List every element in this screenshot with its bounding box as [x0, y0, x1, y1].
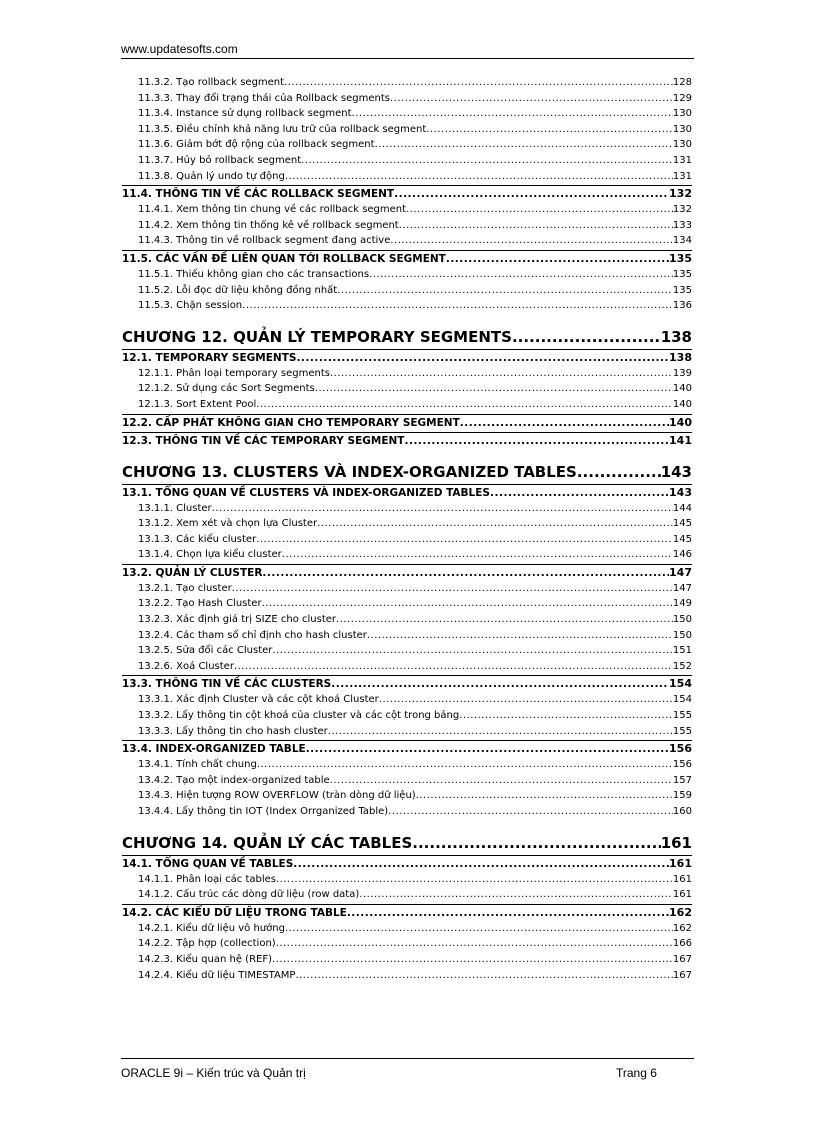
toc-entry-page: 161 — [669, 856, 692, 870]
toc-subsection-row[interactable] — [122, 692, 692, 708]
toc-entry-title: 12.1.1. Phân loại temporary segments — [138, 367, 330, 379]
toc-subsection-row[interactable] — [122, 75, 692, 91]
toc-entry-page: 156 — [672, 759, 692, 771]
footer-divider — [121, 1058, 694, 1059]
toc-entry-title: 14.2. CÁC KIỂU DỮ LIỆU TRONG TABLE — [122, 906, 347, 919]
toc-subsection-row[interactable] — [122, 381, 692, 397]
toc-entry-title: 13.2.6. Xoá Cluster — [138, 660, 234, 672]
footer-page-number: Trang 6 — [616, 1066, 657, 1080]
toc-entry-page: 131 — [672, 154, 692, 166]
dot-leader — [262, 596, 673, 612]
dot-leader — [232, 581, 673, 597]
toc-entry-title: 13.1.2. Xem xét và chọn lựa Cluster — [138, 518, 318, 530]
toc-subsection-row[interactable] — [122, 397, 692, 413]
toc-entry-title: 11.3.3. Thay đổi trạng thái của Rollback segments — [138, 92, 390, 104]
toc-subsection-row[interactable] — [122, 968, 692, 984]
toc-entry-title: 12.1.3. Sort Extent Pool — [138, 398, 257, 410]
toc-entry-title: 13.2. QUẢN LÝ CLUSTER — [122, 566, 263, 579]
dot-leader — [234, 659, 673, 675]
toc-entry-page: 140 — [672, 383, 692, 395]
toc-entry-title: 13.2.2. Tạo Hash Cluster — [138, 598, 262, 610]
dot-leader — [256, 532, 673, 548]
dot-leader — [284, 75, 673, 91]
toc-subsection-row[interactable] — [122, 952, 692, 968]
toc-entry-page: 144 — [672, 502, 692, 514]
toc-subsection-row[interactable] — [122, 612, 692, 628]
toc-entry-page: 150 — [672, 614, 692, 626]
toc-subsection-row[interactable] — [122, 804, 692, 820]
toc-entry-page: 135 — [672, 268, 692, 280]
toc-entry-page: 130 — [672, 123, 692, 135]
toc-entry-title: 14.1.1. Phân loại các tables — [138, 873, 276, 885]
toc-section-row[interactable] — [122, 185, 692, 202]
toc-subsection-row[interactable] — [122, 936, 692, 952]
dot-leader — [416, 788, 673, 804]
toc-subsection-row[interactable] — [122, 887, 692, 903]
toc-entry-page: 130 — [672, 139, 692, 151]
dot-leader — [295, 968, 672, 984]
dot-leader — [272, 952, 673, 968]
dot-leader — [367, 628, 673, 644]
dot-leader — [330, 773, 673, 789]
toc-subsection-row[interactable] — [122, 202, 692, 218]
toc-section-row[interactable] — [122, 675, 692, 692]
toc-section-row[interactable] — [122, 414, 692, 431]
toc-subsection-row[interactable] — [122, 581, 692, 597]
dot-leader — [337, 283, 673, 299]
toc-subsection-row[interactable] — [122, 532, 692, 548]
toc-chapter-row[interactable] — [122, 832, 692, 854]
toc-entry-title: CHƯƠNG 14. QUẢN LÝ CÁC TABLES — [122, 833, 413, 852]
toc-entry-page: 145 — [672, 533, 692, 545]
toc-entry-title: 11.4.1. Xem thông tin chung về các rollback segment — [138, 204, 407, 216]
toc-entry-title: 13.1.3. Các kiểu cluster — [138, 533, 257, 545]
toc-entry-page: 161 — [660, 833, 692, 852]
dot-leader — [347, 905, 669, 921]
toc-entry-title: 11.5. CÁC VẤN ĐỀ LIÊN QUAN TỚI ROLLBACK SEGMENT — [122, 252, 446, 265]
toc-entry-page: 161 — [672, 889, 692, 901]
dot-leader — [262, 565, 669, 581]
dot-leader — [369, 267, 673, 283]
toc-entry-title: 11.3.8. Quản lý undo tự động — [138, 170, 285, 182]
dot-leader — [242, 298, 673, 314]
toc-entry-page: 162 — [669, 905, 692, 919]
toc-subsection-row[interactable] — [122, 547, 692, 563]
dot-leader — [375, 137, 673, 153]
dot-leader — [257, 757, 673, 773]
toc-entry-page: 150 — [672, 629, 692, 641]
toc-subsection-row[interactable] — [122, 724, 692, 740]
toc-section-row[interactable] — [122, 349, 692, 366]
toc-entry-page: 161 — [672, 873, 692, 885]
toc-subsection-row[interactable] — [122, 659, 692, 675]
toc-entry-title: 13.2.4. Các tham số chỉ định cho hash cluster — [138, 629, 367, 641]
dot-leader — [352, 106, 673, 122]
toc-entry-page: 149 — [672, 598, 692, 610]
toc-entry-page: 135 — [672, 284, 692, 296]
toc-entry-page: 133 — [672, 219, 692, 231]
toc-section-row[interactable] — [122, 484, 692, 501]
toc-entry-title: 11.4.3. Thông tin về rollback segment đang active — [138, 235, 391, 247]
toc-section-row[interactable] — [122, 564, 692, 581]
header-url: www.updatesofts.com — [121, 42, 238, 56]
toc-subsection-row[interactable] — [122, 169, 692, 185]
toc-subsection-row[interactable] — [122, 122, 692, 138]
dot-leader — [426, 122, 673, 138]
toc-subsection-row[interactable] — [122, 643, 692, 659]
toc-subsection-row[interactable] — [122, 872, 692, 888]
toc-entry-page: 143 — [669, 485, 692, 499]
toc-section-row[interactable] — [122, 740, 692, 757]
toc-entry-title: 12.1. TEMPORARY SEGMENTS — [122, 351, 297, 364]
toc-entry-page: 146 — [672, 549, 692, 561]
toc-entry-page: 135 — [669, 251, 692, 265]
toc-entry-title: 14.2.3. Kiểu quan hệ (REF) — [138, 953, 272, 965]
dot-leader — [331, 676, 669, 692]
toc-entry-title: 14.1.2. Cấu trúc các dòng dữ liệu (row data) — [138, 889, 360, 901]
toc-entry-title: 14.2.2. Tập hợp (collection) — [138, 938, 276, 950]
dot-leader — [460, 415, 669, 431]
dot-leader — [315, 381, 673, 397]
toc-entry-page: 141 — [669, 433, 692, 447]
dot-leader — [406, 202, 673, 218]
toc-entry-title: 11.3.4. Instance sử dụng rollback segment — [138, 108, 352, 120]
toc-chapter-row[interactable] — [122, 461, 692, 483]
toc-entry-title: 14.2.4. Kiểu dữ liệu TIMESTAMP — [138, 969, 296, 981]
toc-subsection-row[interactable] — [122, 91, 692, 107]
toc-entry-page: 130 — [672, 108, 692, 120]
toc-subsection-row[interactable] — [122, 298, 692, 314]
dot-leader — [336, 612, 673, 628]
toc-entry-title: 11.3.5. Điều chỉnh khả năng lưu trữ của rollback segment — [138, 123, 427, 135]
dot-leader — [276, 936, 673, 952]
toc-subsection-row[interactable] — [122, 628, 692, 644]
toc-entry-title: 14.2.1. Kiểu dữ liệu vô hướng — [138, 922, 285, 934]
toc-entry-title: 13.1.4. Chọn lựa kiểu cluster — [138, 549, 282, 561]
toc-entry-page: 129 — [672, 92, 692, 104]
toc-entry-page: 152 — [672, 660, 692, 672]
dot-leader — [390, 233, 673, 249]
dot-leader — [306, 741, 669, 757]
dot-leader — [212, 501, 673, 517]
dot-leader — [301, 153, 673, 169]
toc-entry-page: 147 — [669, 565, 692, 579]
dot-leader — [399, 218, 673, 234]
toc-entry-title: CHƯƠNG 12. QUẢN LÝ TEMPORARY SEGMENTS — [122, 327, 512, 346]
toc-entry-title: 13.3.1. Xác định Cluster và các cột khoá Cluster — [138, 694, 379, 706]
toc-entry-title: 13.4. INDEX-ORGANIZED TABLE — [122, 743, 306, 756]
toc-entry-page: 155 — [672, 710, 692, 722]
toc-entry-title: 13.1.1. Cluster — [138, 502, 212, 514]
dot-leader — [394, 186, 669, 202]
dot-leader — [404, 433, 669, 449]
dot-leader — [388, 804, 673, 820]
dot-leader — [459, 708, 673, 724]
toc-entry-title: 13.2.3. Xác định giá trị SIZE cho cluster — [138, 614, 337, 626]
dot-leader — [293, 856, 669, 872]
toc-entry-title: 11.3.2. Tạo rollback segment — [138, 77, 285, 88]
toc-entry-page: 143 — [660, 462, 692, 481]
toc-entry-title: 11.5.3. Chặn session — [138, 300, 243, 312]
toc-entry-page: 154 — [672, 694, 692, 706]
toc-subsection-row[interactable] — [122, 788, 692, 804]
toc-section-row[interactable] — [122, 855, 692, 872]
dot-leader — [446, 251, 669, 267]
toc-entry-page: 140 — [672, 398, 692, 410]
toc-entry-page: 134 — [672, 235, 692, 247]
toc-entry-title: 11.4. THÔNG TIN VỀ CÁC ROLLBACK SEGMENT — [122, 188, 395, 201]
toc-entry-page: 154 — [669, 677, 692, 691]
toc-subsection-row[interactable] — [122, 233, 692, 249]
toc-entry-page: 167 — [672, 969, 692, 981]
toc-subsection-row[interactable] — [122, 106, 692, 122]
toc-subsection-row[interactable] — [122, 773, 692, 789]
dot-leader — [282, 547, 673, 563]
toc-section-row[interactable] — [122, 250, 692, 267]
toc-entry-title: 13.1. TỔNG QUAN VỀ CLUSTERS VÀ INDEX-ORGANIZED TABLES — [122, 486, 490, 499]
toc-subsection-row[interactable] — [122, 921, 692, 937]
toc-entry-title: 13.3. THÔNG TIN VỀ CÁC CLUSTERS — [122, 678, 332, 691]
toc-subsection-row[interactable] — [122, 757, 692, 773]
toc-entry-page: 139 — [672, 367, 692, 379]
footer-book-title: ORACLE 9i – Kiến trúc và Quản trị — [121, 1066, 306, 1080]
dot-leader — [285, 169, 673, 185]
dot-leader — [359, 887, 673, 903]
toc-entry-page: 167 — [672, 953, 692, 965]
toc-subsection-row[interactable] — [122, 218, 692, 234]
toc-entry-page: 156 — [669, 742, 692, 756]
toc-entry-page: 162 — [672, 922, 692, 934]
dot-leader — [317, 516, 673, 532]
toc-entry-page: 151 — [672, 645, 692, 657]
toc-entry-page: 140 — [669, 415, 692, 429]
dot-leader — [256, 397, 673, 413]
toc-entry-page: 138 — [660, 327, 692, 346]
toc-entry-page: 160 — [672, 806, 692, 817]
toc-subsection-row[interactable] — [122, 516, 692, 532]
dot-leader — [379, 692, 673, 708]
dot-leader — [272, 643, 673, 659]
toc-entry-page: 159 — [672, 790, 692, 802]
toc-entry-page: 132 — [669, 187, 692, 201]
toc-entry-title: 12.1.2. Sử dụng các Sort Segments — [138, 383, 315, 395]
toc-subsection-row[interactable] — [122, 137, 692, 153]
dot-leader — [330, 366, 673, 382]
toc-entry-title: 11.4.2. Xem thông tin thống kê về rollback segment — [138, 219, 399, 231]
toc-subsection-row[interactable] — [122, 596, 692, 612]
toc-entry-page: 131 — [672, 170, 692, 182]
toc-entry-title: 11.5.1. Thiếu không gian cho các transactions — [138, 268, 370, 280]
toc-subsection-row[interactable] — [122, 267, 692, 283]
dot-leader — [412, 832, 660, 854]
toc-subsection-row[interactable] — [122, 153, 692, 169]
dot-leader — [276, 872, 673, 888]
toc-entry-page: 157 — [672, 774, 692, 786]
header-divider — [121, 58, 694, 59]
dot-leader — [577, 461, 661, 483]
toc-entry-title: 13.3.2. Lấy thông tin cột khoá của cluster và các cột trong bảng — [138, 710, 460, 722]
toc-entry-title: 13.4.3. Hiện tượng ROW OVERFLOW (tràn dòng dữ liệu) — [138, 790, 416, 802]
toc-section-row[interactable] — [122, 904, 692, 921]
toc-subsection-row[interactable] — [122, 501, 692, 517]
toc-entry-title: 13.2.5. Sửa đổi các Cluster — [138, 645, 273, 657]
dot-leader — [328, 724, 673, 740]
toc-entry-page: 132 — [672, 204, 692, 216]
toc-chapter-row[interactable] — [122, 326, 692, 348]
toc-entry-title: 11.5.2. Lỗi đọc dữ liệu không đồng nhất — [138, 284, 338, 296]
toc-entry-page: 155 — [672, 725, 692, 737]
toc-entry-page: 147 — [672, 582, 692, 594]
toc-entry-page: 166 — [672, 938, 692, 950]
toc-entry-title: 12.2. CẤP PHÁT KHÔNG GIAN CHO TEMPORARY SEGMENT — [122, 416, 460, 429]
toc-subsection-row[interactable] — [122, 366, 692, 382]
toc-entry-title: 13.4.2. Tạo một index-organized table — [138, 774, 330, 786]
toc-entry-page: 145 — [672, 518, 692, 530]
toc-entry-title: 13.3.3. Lấy thông tin cho hash cluster — [138, 725, 328, 737]
dot-leader — [296, 350, 669, 366]
toc-entry-title: 13.2.1. Tạo cluster — [138, 582, 232, 594]
toc-entry-title: 11.3.7. Hủy bỏ rollback segment — [138, 154, 302, 166]
toc-entry-page: 138 — [669, 350, 692, 364]
table-of-contents — [122, 75, 692, 983]
toc-entry-title: 14.1. TỔNG QUAN VỀ TABLES — [122, 857, 294, 870]
dot-leader — [490, 485, 669, 501]
toc-section-row[interactable] — [122, 432, 692, 449]
toc-entry-page: 128 — [672, 77, 692, 88]
toc-entry-title: 13.4.1. Tính chất chung — [138, 759, 257, 771]
toc-entry-page: 136 — [672, 300, 692, 312]
toc-subsection-row[interactable] — [122, 283, 692, 299]
dot-leader — [390, 91, 673, 107]
toc-entry-title: 12.3. THÔNG TIN VỀ CÁC TEMPORARY SEGMENT — [122, 434, 405, 447]
toc-entry-title: 13.4.4. Lấy thông tin IOT (Index Orrganized Table) — [138, 806, 389, 817]
toc-entry-title: 11.3.6. Giảm bớt độ rộng của rollback segment — [138, 139, 375, 151]
dot-leader — [512, 326, 661, 348]
toc-entry-title: CHƯƠNG 13. CLUSTERS VÀ INDEX-ORGANIZED TABLES — [122, 462, 577, 481]
toc-subsection-row[interactable] — [122, 708, 692, 724]
dot-leader — [285, 921, 673, 937]
